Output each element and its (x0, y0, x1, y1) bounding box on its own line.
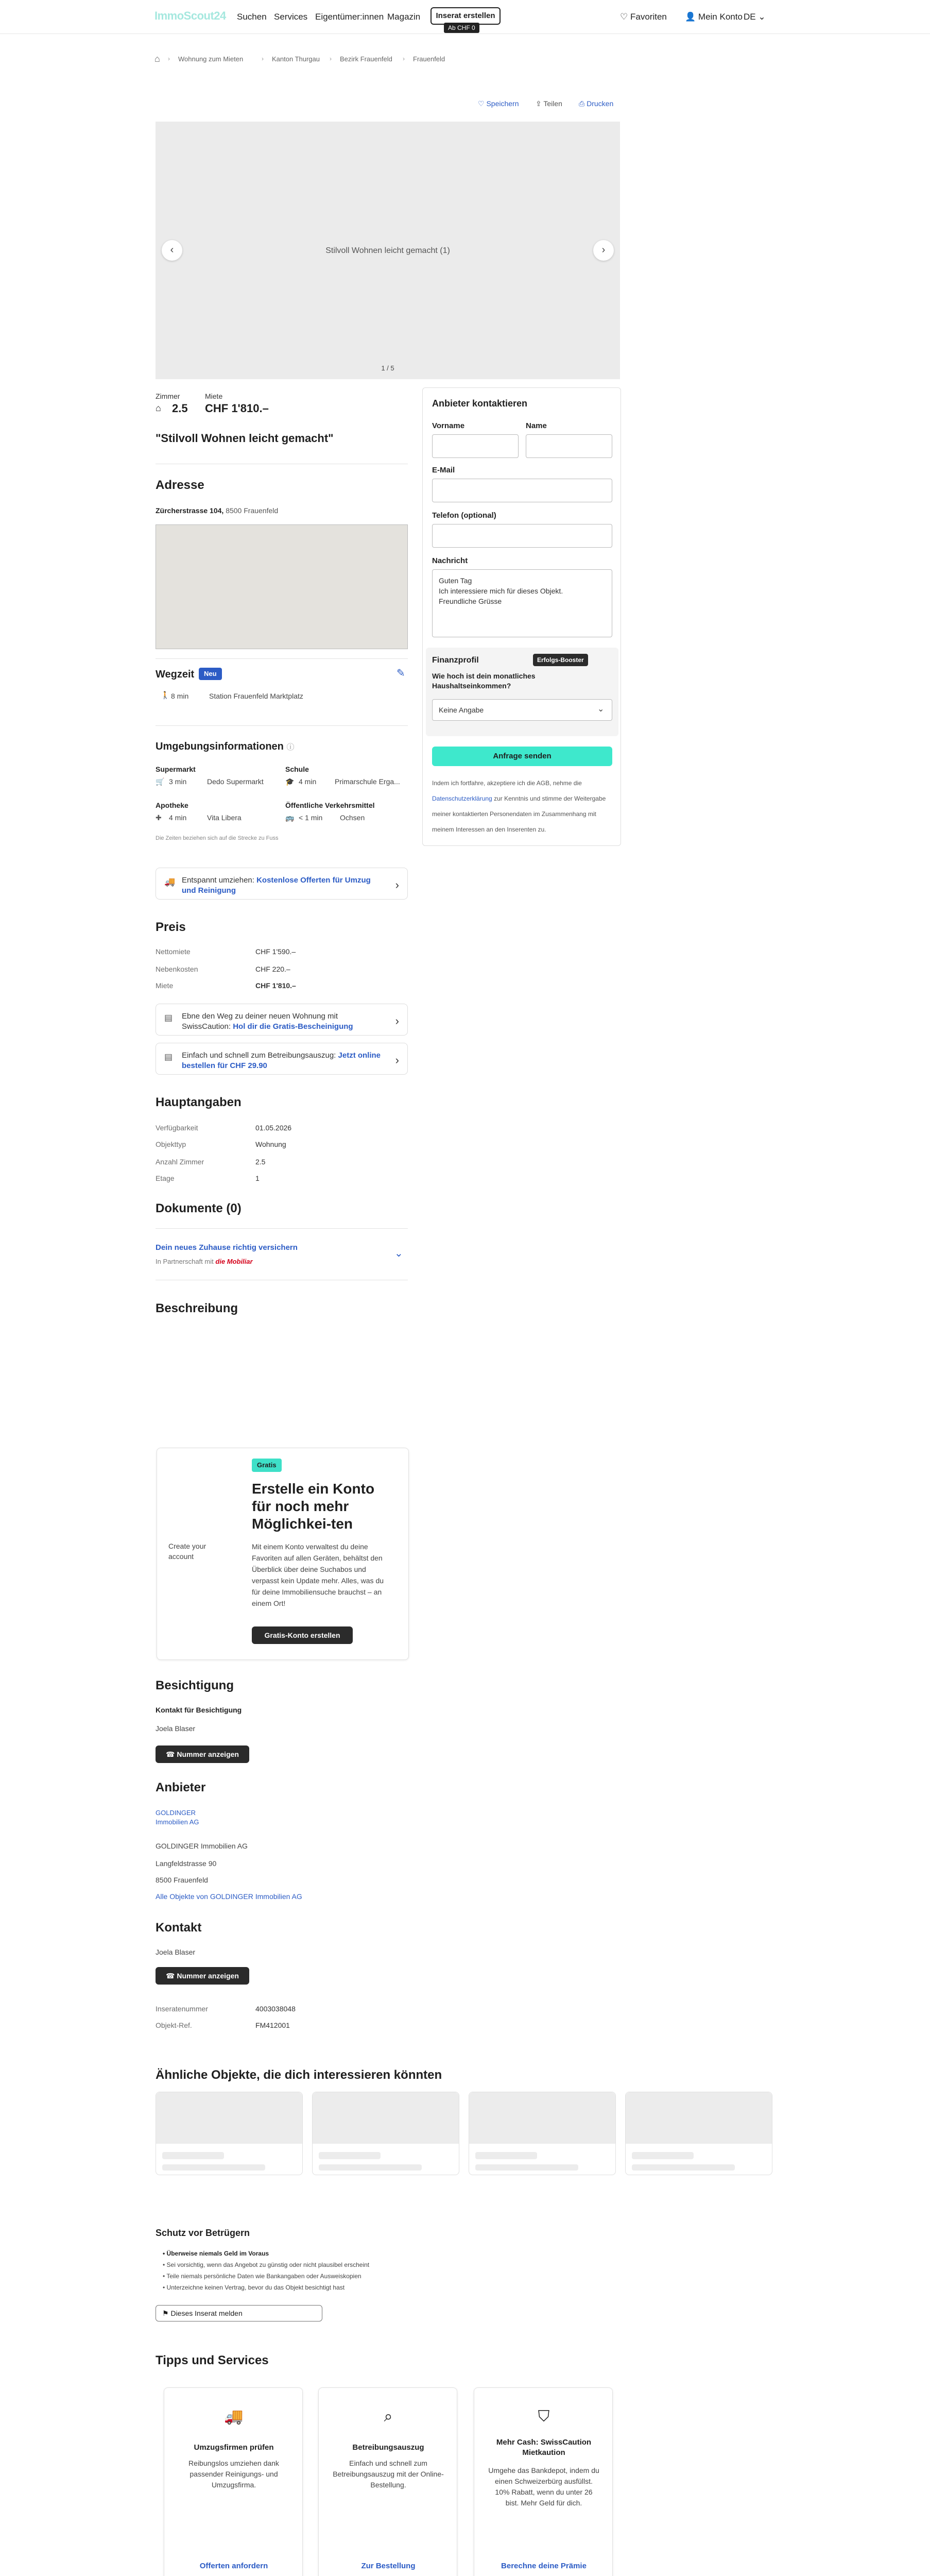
first-name-label: Vorname (432, 421, 465, 430)
free-badge: Gratis (252, 1459, 282, 1472)
account-card-title: Erstelle ein Konto für noch mehr Möglichkei-ten (252, 1481, 375, 1532)
user-icon: 👤 (685, 12, 696, 22)
address-heading: Adresse (156, 478, 204, 492)
fraud-tip-2: • Sei vorsichtig, wenn das Angebot zu günstig oder nicht plausibel erscheint (163, 2261, 370, 2268)
rent-label: Miete (205, 392, 223, 400)
chevron-down-icon: ⌄ (597, 705, 605, 714)
poi-label-supermarket: Supermarkt (156, 765, 196, 773)
edit-pencil-icon[interactable]: ✎ (397, 668, 405, 679)
swisscaution-promo-link[interactable]: Hol dir die Gratis-Bescheinigung (233, 1022, 353, 1031)
net-rent-label: Nettomiete (156, 947, 191, 956)
truck-icon: 🚚 (224, 2408, 244, 2425)
chevron-right-icon: › (395, 1014, 399, 1027)
documents-heading: Dokumente (0) (156, 1201, 242, 1215)
rooms-label: Zimmer (156, 392, 180, 400)
breadcrumb-item-1[interactable]: Wohnung zum Mieten (178, 55, 244, 63)
create-account-card (157, 1448, 409, 1660)
skeleton-image (156, 2092, 302, 2144)
main-info-heading: Hauptangaben (156, 1095, 242, 1109)
finance-profile-box (426, 648, 618, 736)
gallery-next-button[interactable] (593, 240, 614, 261)
top-header (0, 0, 930, 34)
legal-notice (432, 775, 612, 837)
logo-text: ImmoScout (154, 9, 214, 22)
save-label: Speichern (486, 99, 519, 108)
image-gallery[interactable] (156, 122, 620, 379)
swisscaution-promo-text (182, 1011, 383, 1032)
room-count-value: 2.5 (255, 1158, 266, 1166)
provider-all-listings-link[interactable]: Alle Objekte von GOLDINGER Immobilien AG (156, 1892, 302, 1901)
poi-name-pharmacy: Vita Libera (207, 814, 242, 822)
skeleton-line (475, 2164, 578, 2171)
similar-heading: Ähnliche Objekte, die dich interessieren könnten (156, 2068, 442, 2082)
insert-price-badge: Ab CHF 0 (444, 23, 479, 33)
contact-show-number-label: Nummer anzeigen (177, 1972, 239, 1980)
chevron-right-icon: › (395, 878, 399, 891)
poi-name-transit: Ochsen (340, 814, 365, 822)
poi-time-transit: < 1 min (299, 814, 323, 822)
viewing-show-number-button[interactable] (156, 1745, 249, 1763)
phone-input[interactable] (432, 524, 612, 548)
tip-card-link[interactable]: Offerten anfordern (199, 2562, 268, 2570)
object-type-value: Wohnung (255, 1140, 286, 1148)
divider (156, 658, 408, 659)
map-placeholder[interactable] (156, 524, 408, 649)
provider-name: GOLDINGER Immobilien AG (156, 1842, 248, 1850)
skeleton-line (319, 2152, 381, 2159)
surroundings-heading (156, 740, 294, 754)
new-badge: Neu (199, 668, 222, 680)
skeleton-image (469, 2092, 615, 2144)
report-listing-button[interactable] (156, 2305, 322, 2321)
poi-time-pharmacy: 4 min (169, 814, 187, 822)
message-textarea[interactable] (432, 569, 612, 637)
debt-extract-promo-text (182, 1050, 383, 1071)
share-button[interactable] (536, 99, 562, 109)
print-button[interactable] (579, 99, 613, 109)
first-name-input[interactable] (432, 434, 519, 458)
similar-skeleton-card (469, 2092, 616, 2175)
fraud-tip-2-text: Sei vorsichtig, wenn das Angebot zu günstig oder nicht plausibel erscheint (166, 2261, 370, 2268)
chevron-right-icon: › (395, 1054, 399, 1066)
truck-icon: 🚚 (164, 877, 176, 887)
heart-icon: ♡ (620, 12, 628, 22)
logo-suffix: 24 (214, 9, 226, 22)
commute-duration: 8 min (171, 692, 189, 700)
viewing-contact-label: Kontakt für Besichtigung (156, 1706, 242, 1714)
heart-icon: ♡ (478, 99, 485, 108)
language-switcher[interactable] (744, 11, 766, 23)
similar-skeleton-card (312, 2092, 459, 2175)
gallery-counter: 1 / 5 (381, 364, 394, 372)
viewing-contact-name: Joela Blaser (156, 1724, 196, 1733)
debt-extract-promo-prefix: Einfach und schnell zum Betreibungsauszug: (182, 1051, 338, 1060)
availability-value: 01.05.2026 (255, 1124, 292, 1132)
favorites-link[interactable] (620, 11, 667, 23)
account-card-body: Mit einem Konto verwaltest du deine Favoriten auf allen Geräten, behältst den Überblick über deine Suchabos und verpasst kein Update mehr. Alles, was du für deine Immobiliensuche brauchst – an einem Ort! (252, 1543, 384, 1607)
email-input[interactable] (432, 479, 612, 502)
favorites-label: Favoriten (630, 12, 667, 22)
breadcrumb-item-2[interactable]: Kanton Thurgau (272, 55, 320, 63)
account-link[interactable] (685, 11, 743, 23)
address-line (156, 506, 278, 516)
insert-listing-button[interactable]: Inserat erstellen (430, 7, 501, 25)
message-line-3: Freundliche Grüsse (439, 597, 502, 605)
provider-city: 8500 Frauenfeld (156, 1876, 208, 1884)
moving-promo-prefix: Entspannt umziehen: (182, 876, 257, 885)
object-type-label: Objekttyp (156, 1140, 186, 1148)
address-street: Zürcherstrasse 104, (156, 506, 224, 515)
income-select[interactable] (432, 699, 612, 721)
tip-card-body: Einfach und schnell zum Betreibungsauszug mit der Online-Bestellung. (333, 2459, 444, 2489)
tip-card-moving (164, 2387, 303, 2576)
debt-extract-promo[interactable] (156, 1043, 408, 1075)
contact-name: Joela Blaser (156, 1948, 196, 1956)
provider-logo-line2: Immobilien AG (156, 1818, 199, 1826)
divider (156, 1228, 408, 1229)
extra-costs-value: CHF 220.– (255, 965, 290, 973)
tip-card-body: Umgehe das Bankdepot, indem du einen Schweizerbürg ausfüllst. 10% Rabatt, wenn du unter 26 bist. Mehr Geld für dich. (488, 2466, 599, 2507)
school-icon: 🎓 (285, 777, 295, 786)
breadcrumb-item-4: Frauenfeld (413, 55, 445, 63)
document-icon: ▤ (164, 1052, 173, 1062)
gallery-image-caption: Stilvoll Wohnen leicht gemacht (1) (325, 246, 450, 255)
tips-heading: Tipps und Services (156, 2353, 269, 2367)
moving-promo[interactable] (156, 868, 408, 900)
bus-icon: 🚌 (285, 814, 295, 822)
nav-search[interactable]: Suchen (237, 12, 267, 22)
tip-card-link[interactable]: Zur Bestellung (361, 2562, 416, 2570)
skeleton-line (632, 2152, 694, 2159)
pharmacy-icon: ✚ (156, 814, 162, 822)
availability-label: Verfügbarkeit (156, 1124, 198, 1132)
account-side-text: Create your account (168, 1542, 206, 1561)
chevron-left-icon: ‹ (170, 244, 174, 256)
address-city: 8500 Frauenfeld (226, 506, 279, 515)
contact-show-number-button[interactable] (156, 1967, 249, 1985)
contact-form (422, 387, 621, 846)
insurance-partner (156, 1257, 253, 1266)
tip-card-title: Umzugsfirmen prüfen (194, 2443, 274, 2452)
rooms-icon: ⌂ (156, 403, 161, 413)
phone-icon: ☎ (166, 1972, 175, 1980)
provider-street: Langfeldstrasse 90 (156, 1859, 217, 1868)
tip-card-deposit (474, 2387, 613, 2576)
listing-number-value: 4003038048 (255, 2005, 296, 2013)
rent-value: CHF 1'810.– (205, 402, 269, 415)
gallery-prev-button[interactable] (162, 240, 182, 261)
rooms-value: 2.5 (172, 402, 188, 415)
contact-heading: Kontakt (156, 1921, 202, 1935)
tip-card-title: Betreibungsauszug (352, 2443, 424, 2452)
breadcrumb-item-3[interactable]: Bezirk Frauenfeld (340, 55, 392, 63)
phone-label: Telefon (optional) (432, 511, 496, 520)
insurance-partner-text: In Partnerschaft mit (156, 1258, 214, 1265)
skeleton-line (162, 2164, 265, 2171)
language-label: DE (744, 12, 756, 22)
listing-title: "Stilvoll Wohnen leicht gemacht" (156, 432, 334, 445)
poi-time-school: 4 min (299, 777, 317, 786)
debt-extract-promo-link[interactable]: Jetzt online bestellen für CHF 29.90 (182, 1051, 381, 1070)
net-rent-value: CHF 1'590.– (255, 947, 296, 956)
insurance-title[interactable]: Dein neues Zuhause richtig versichern (156, 1243, 298, 1252)
swisscaution-promo[interactable] (156, 1004, 408, 1036)
breadcrumb-separator: › (330, 55, 332, 62)
phone-icon: ☎ (166, 1750, 175, 1758)
tip-card-debt-extract (318, 2387, 457, 2576)
fraud-tip-1-text: Überweise niemals Geld im Voraus (166, 2250, 269, 2257)
breadcrumb-separator: › (403, 55, 405, 62)
report-listing-label: Dieses Inserat melden (170, 2309, 243, 2317)
skeleton-image (313, 2092, 459, 2144)
nav-owners[interactable]: Eigentümer:innen (315, 12, 384, 22)
poi-name-supermarket: Dedo Supermarkt (207, 777, 264, 786)
fraud-tip-1: • Überweise niemals Geld im Voraus (163, 2250, 269, 2257)
cart-icon: 🛒 (156, 777, 165, 786)
moving-promo-text (182, 875, 383, 896)
total-rent-value: CHF 1'810.– (255, 981, 296, 990)
tip-card-body: Reibungslos umziehen dank passender Reinigungs- und Umzugsfirma. (188, 2459, 279, 2489)
provider-logo (156, 1808, 199, 1827)
breadcrumb-separator: › (168, 55, 170, 62)
commute-destination: Station Frauenfeld Marktplatz (209, 692, 303, 700)
email-label: E-Mail (432, 466, 455, 474)
surroundings-heading-text: Umgebungsinformationen (156, 741, 284, 752)
room-count-label: Anzahl Zimmer (156, 1158, 204, 1166)
nav-services[interactable]: Services (274, 12, 308, 22)
income-select-value: Keine Angabe (439, 706, 484, 714)
poi-label-transit: Öffentliche Verkehrsmittel (285, 801, 375, 809)
share-label: Teilen (543, 99, 562, 108)
skeleton-line (632, 2164, 735, 2171)
message-label: Nachricht (432, 556, 468, 565)
poi-label-pharmacy: Apotheke (156, 801, 188, 809)
breadcrumb-separator: › (262, 55, 264, 62)
similar-skeleton-card (156, 2092, 303, 2175)
legal-notice-suffix: zur Kenntnis und stimme der Weitergabe meiner kontaktierten Personendaten im Zusammenhang mit meinem Interessen an den Inserenten zu. (432, 795, 606, 833)
object-ref-label: Objekt-Ref. (156, 2021, 192, 2029)
walk-icon: 🚶 (161, 691, 170, 699)
contact-form-heading: Anbieter kontaktieren (432, 398, 528, 409)
object-ref-value: FM412001 (255, 2021, 290, 2029)
income-question: Wie hoch ist dein monatliches Haushaltseinkommen? (432, 672, 536, 690)
printer-icon: ⎙ (579, 99, 585, 108)
chevron-right-icon: › (601, 244, 606, 256)
total-rent-label: Miete (156, 981, 174, 990)
listing-number-label: Inseratenummer (156, 2005, 208, 2013)
tip-card-link[interactable]: Berechne deine Prämie (501, 2562, 587, 2570)
viewing-heading: Besichtigung (156, 1679, 234, 1692)
flag-icon: ⚑ (162, 2309, 169, 2317)
message-line-2: Ich interessiere mich für dieses Objekt. (439, 587, 563, 595)
floor-label: Etage (156, 1174, 175, 1182)
document-search-icon: ⌕ (384, 2408, 393, 2425)
shield-icon: ⛉ (538, 2408, 550, 2425)
document-icon: ▤ (164, 1013, 173, 1023)
floor-value: 1 (255, 1174, 260, 1182)
fraud-tip-4: • Unterzeichne keinen Vertrag, bevor du das Objekt besichtigt hast (163, 2284, 345, 2291)
divider (156, 725, 408, 726)
fraud-heading: Schutz vor Betrügern (156, 2228, 250, 2238)
home-icon[interactable]: ⌂ (154, 54, 160, 64)
legal-notice-prefix: Indem ich fortfahre, akzeptiere ich die AGB, nehme die (432, 779, 582, 787)
send-request-button[interactable]: Anfrage senden (432, 747, 612, 766)
fraud-tip-4-text: Unterzeichne keinen Vertrag, bevor du das Objekt besichtigt hast (166, 2284, 345, 2291)
chevron-down-icon[interactable]: ⌄ (394, 1248, 403, 1259)
price-heading: Preis (156, 920, 186, 934)
last-name-input[interactable] (526, 434, 612, 458)
commute-heading: Wegzeit (156, 669, 195, 680)
similar-skeleton-card (625, 2092, 772, 2175)
tip-card-title: Mehr Cash: SwissCaution Mietkaution (496, 2438, 592, 2457)
mobiliar-logo: die Mobiliar (215, 1258, 253, 1265)
moving-promo-link[interactable]: Kostenlose Offerten für Umzug und Reinigung (182, 876, 371, 895)
message-line-1: Guten Tag (439, 577, 472, 585)
fraud-tip-3-text: Teile niemals persönliche Daten wie Bankangaben oder Ausweiskopien (166, 2273, 361, 2280)
chevron-down-icon: ⌄ (758, 12, 766, 22)
poi-label-school: Schule (285, 765, 309, 773)
save-button[interactable] (478, 99, 519, 109)
skeleton-image (626, 2092, 772, 2144)
fraud-tip-3: • Teile niemals persönliche Daten wie Bankangaben oder Ausweiskopien (163, 2273, 361, 2280)
share-icon: ⇪ (536, 99, 542, 108)
privacy-policy-link[interactable]: Datenschutzerklärung (432, 795, 492, 802)
swisscaution-promo-prefix: Ebne den Weg zu deiner neuen Wohnung mit SwissCaution: (182, 1012, 338, 1031)
skeleton-line (162, 2152, 224, 2159)
skeleton-line (319, 2164, 422, 2171)
last-name-label: Name (526, 421, 547, 430)
poi-name-school: Primarschule Erga... (335, 777, 400, 786)
site-logo[interactable] (154, 8, 226, 24)
provider-heading: Anbieter (156, 1781, 206, 1794)
extra-costs-label: Nebenkosten (156, 965, 198, 973)
success-booster-badge: Erfolgs-Booster (533, 654, 588, 666)
provider-logo-line1: GOLDINGER (156, 1809, 196, 1817)
info-icon[interactable]: ⓘ (286, 743, 295, 752)
poi-time-supermarket: 3 min (169, 777, 187, 786)
viewing-show-number-label: Nummer anzeigen (177, 1750, 239, 1758)
print-label: Drucken (587, 99, 614, 108)
finance-profile-label: Finanzprofil (432, 656, 479, 665)
surroundings-note: Die Zeiten beziehen sich auf die Strecke zu Fuss (156, 835, 279, 841)
create-account-button[interactable]: Gratis-Konto erstellen (252, 1626, 353, 1644)
skeleton-line (475, 2152, 537, 2159)
nav-magazine[interactable]: Magazin (387, 12, 421, 22)
account-label: Mein Konto (698, 12, 743, 22)
description-heading: Beschreibung (156, 1301, 238, 1315)
